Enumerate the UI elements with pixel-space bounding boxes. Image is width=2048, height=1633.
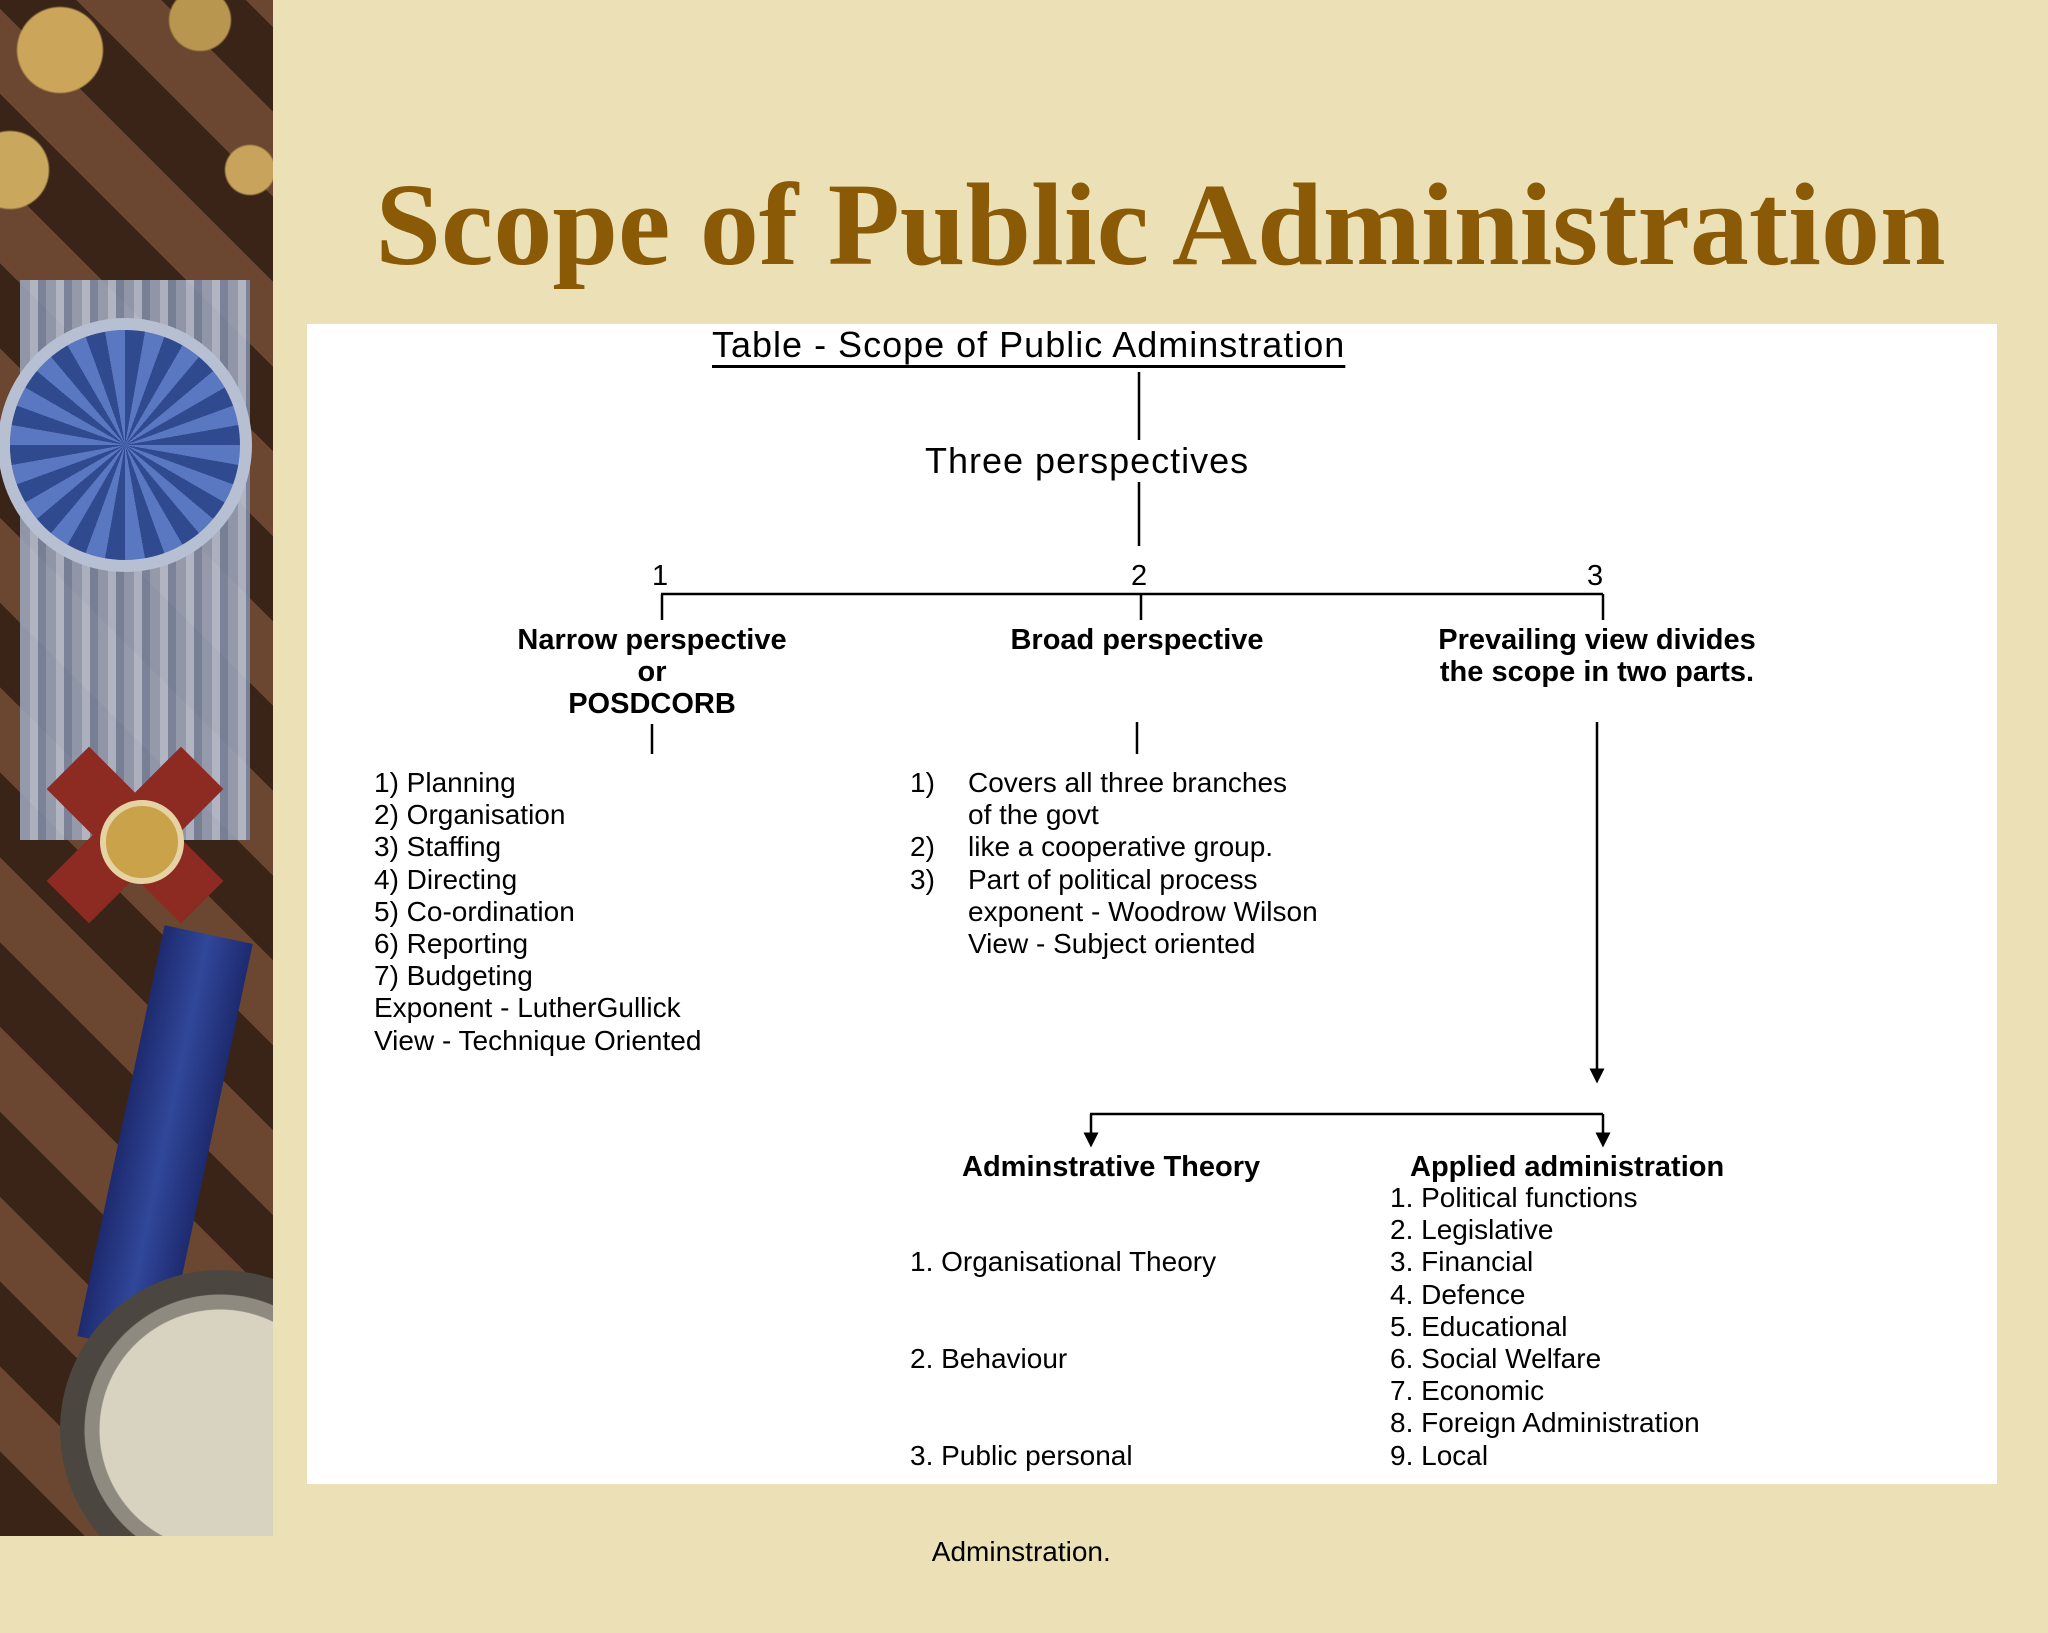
list-item [910, 896, 1318, 928]
branch-3-number: 3 [1587, 560, 1604, 592]
list-item: Adminstration. [910, 1536, 1111, 1568]
part-1-heading: Adminstrative Theory [962, 1151, 1261, 1183]
list-item [910, 928, 1318, 960]
list-item-text: of the govt [968, 799, 1099, 831]
list-item-number: 3) [910, 863, 935, 895]
list-item: 3. Public personal [910, 1439, 1133, 1471]
list-item: 2. Behaviour [910, 1343, 1068, 1375]
list-item-number [910, 896, 968, 928]
list-item-number: 2) [910, 831, 935, 863]
list-item-text: View - Subject oriented [968, 928, 1256, 960]
branch-1-number: 1 [652, 560, 669, 592]
list-item: 2) Organisation [374, 799, 566, 831]
list-item: 1. Political functions [1390, 1182, 1638, 1213]
list-item-number: 1) [910, 767, 935, 798]
list-item-text: exponent - Woodrow Wilson [968, 895, 1318, 927]
part-1-list [910, 1182, 1216, 1633]
branch-2-heading-line: Broad perspective [1010, 624, 1264, 656]
root-node: Three perspectives [925, 440, 1250, 481]
branch-1-heading-line: or [637, 656, 667, 688]
list-item [910, 831, 1318, 863]
list-item: 5) Co-ordination [374, 895, 575, 927]
list-item-text: Part of political process [968, 863, 1258, 895]
list-item: 1) Planning [374, 767, 516, 798]
branch-3-heading-line: Prevailing view divides [1438, 624, 1756, 656]
branch-2-heading [947, 624, 1327, 656]
branch-1-heading-line: Narrow perspective [517, 624, 787, 656]
branch-1-heading-line: POSDCORB [568, 688, 736, 720]
branch-1-list [374, 767, 701, 1057]
list-item: 8. Foreign Administration [1390, 1407, 1700, 1439]
table-caption: Table - Scope of Public Adminstration [712, 324, 1346, 365]
list-item: 6. Social Welfare [1390, 1343, 1602, 1375]
list-item-text: like a cooperative group. [968, 831, 1274, 863]
rosette-decoration [10, 330, 240, 560]
list-item [910, 799, 1318, 831]
branch-3-heading [1387, 624, 1807, 688]
list-item-number [910, 928, 968, 960]
list-item: 7. Economic [1390, 1375, 1545, 1407]
list-item: 6) Reporting [374, 928, 529, 960]
list-item: 7) Budgeting [374, 960, 533, 992]
list-item: Exponent - LutherGullick [374, 992, 681, 1024]
branch-2-number: 2 [1131, 560, 1148, 592]
branch-1-heading [462, 624, 842, 720]
list-item: View - Technique Oriented [374, 1024, 702, 1056]
list-item: 4. Defence [1390, 1278, 1526, 1310]
list-item: 2. Legislative [1390, 1214, 1554, 1246]
list-item: 1. Organisational Theory [910, 1246, 1217, 1278]
branch-3-heading-line: the scope in two parts. [1439, 656, 1755, 688]
branch-2-list [910, 767, 1318, 960]
list-item [910, 864, 1318, 896]
list-item: 3. Financial [1390, 1246, 1534, 1278]
decorative-medal-image [0, 0, 273, 1536]
list-item: 3) Staffing [374, 831, 502, 863]
part-2-heading: Applied administration [1410, 1151, 1725, 1183]
list-item [910, 767, 1318, 799]
medal-center-decoration [100, 800, 184, 884]
list-item: 4) Directing [374, 863, 518, 895]
list-item-number [910, 799, 968, 831]
diagram-panel [307, 324, 1997, 1568]
list-item-text: Covers all three branches [968, 767, 1288, 798]
list-item: 9. Local [1390, 1439, 1489, 1471]
part-2-list [1390, 1182, 1700, 1472]
slide-title: Scope of Public Administration [375, 159, 1946, 290]
list-item: 5. Educational [1390, 1310, 1568, 1342]
